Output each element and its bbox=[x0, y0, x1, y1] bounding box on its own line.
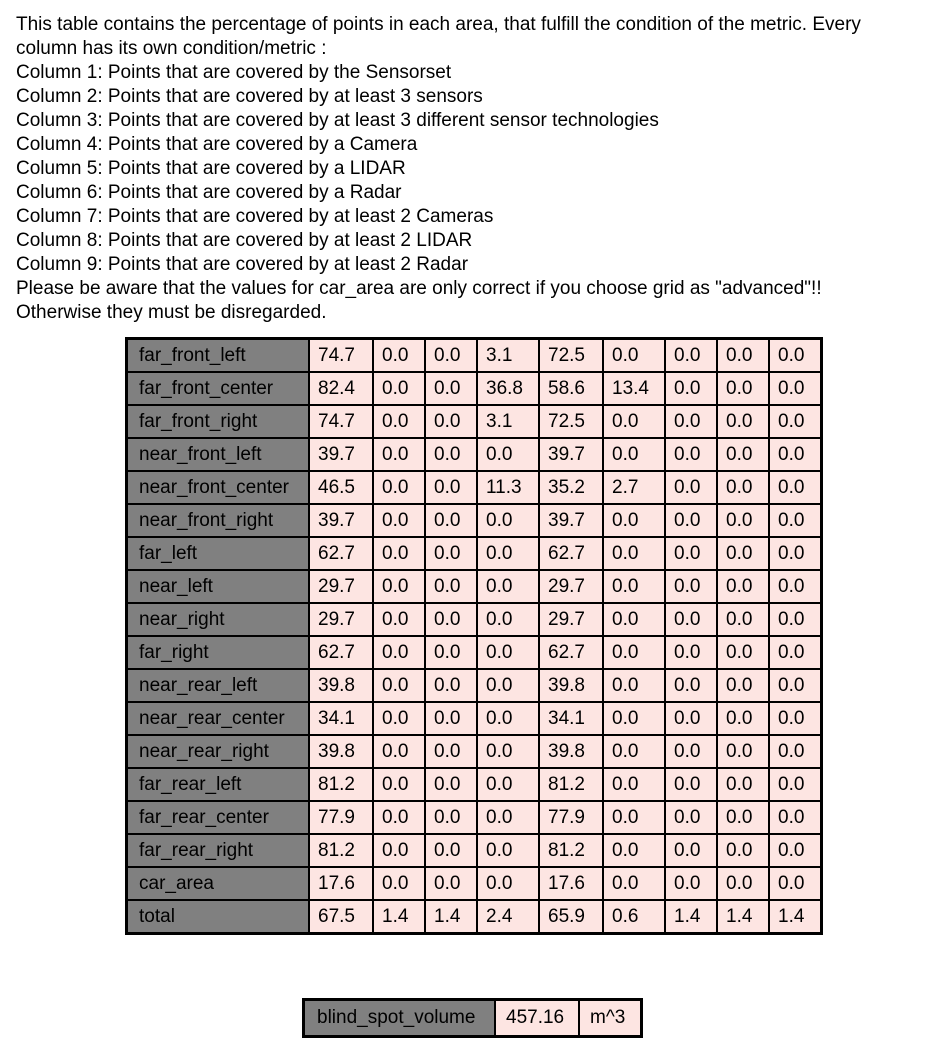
table-cell: 0.0 bbox=[425, 735, 477, 768]
table-cell: 11.3 bbox=[477, 471, 539, 504]
table-cell: 0.0 bbox=[373, 801, 425, 834]
table-cell: 0.0 bbox=[425, 867, 477, 900]
table-row bbox=[127, 834, 821, 867]
table-cell: 0.0 bbox=[665, 702, 717, 735]
row-label: near_front_center bbox=[127, 471, 309, 504]
table-cell: 0.0 bbox=[373, 636, 425, 669]
table-cell: 0.0 bbox=[477, 735, 539, 768]
table-cell: 0.0 bbox=[373, 735, 425, 768]
table-cell: 39.8 bbox=[309, 669, 373, 702]
intro-line: This table contains the percentage of points in each area, that fulfill the condition of the metric. Every column has its own condition/metric : bbox=[16, 14, 861, 59]
table-row bbox=[127, 537, 821, 570]
table-cell: 0.0 bbox=[665, 669, 717, 702]
table-cell: 0.0 bbox=[603, 867, 665, 900]
table-cell: 0.6 bbox=[603, 900, 665, 933]
table-cell: 29.7 bbox=[539, 570, 603, 603]
table-cell: 39.7 bbox=[309, 504, 373, 537]
intro-line: Column 6: Points that are covered by a Radar bbox=[16, 182, 402, 203]
row-label: near_front_left bbox=[127, 438, 309, 471]
table-cell: 0.0 bbox=[769, 669, 821, 702]
table-row bbox=[127, 372, 821, 405]
table-row bbox=[127, 471, 821, 504]
intro-text bbox=[16, 13, 926, 325]
table-cell: 0.0 bbox=[665, 768, 717, 801]
table-cell: 65.9 bbox=[539, 900, 603, 933]
table-cell: 0.0 bbox=[717, 405, 769, 438]
table-cell: 0.0 bbox=[477, 834, 539, 867]
table-cell: 74.7 bbox=[309, 339, 373, 372]
volume-label: blind_spot_volume bbox=[304, 1000, 495, 1036]
table-cell: 81.2 bbox=[309, 834, 373, 867]
table-cell: 81.2 bbox=[539, 768, 603, 801]
table-cell: 46.5 bbox=[309, 471, 373, 504]
table-cell: 0.0 bbox=[477, 537, 539, 570]
table-cell: 1.4 bbox=[717, 900, 769, 933]
table-cell: 0.0 bbox=[769, 801, 821, 834]
intro-line: Column 9: Points that are covered by at least 2 Radar bbox=[16, 254, 469, 275]
table-cell: 0.0 bbox=[425, 504, 477, 537]
table-cell: 0.0 bbox=[603, 669, 665, 702]
table-cell: 0.0 bbox=[477, 801, 539, 834]
table-cell: 0.0 bbox=[373, 702, 425, 735]
intro-line: Column 3: Points that are covered by at least 3 different sensor technologies bbox=[16, 110, 659, 131]
table-cell: 0.0 bbox=[425, 603, 477, 636]
row-label: far_left bbox=[127, 537, 309, 570]
table-cell: 0.0 bbox=[477, 702, 539, 735]
table-cell: 0.0 bbox=[425, 702, 477, 735]
table-cell: 0.0 bbox=[603, 801, 665, 834]
table-cell: 0.0 bbox=[425, 471, 477, 504]
table-cell: 3.1 bbox=[477, 339, 539, 372]
table-cell: 0.0 bbox=[769, 570, 821, 603]
intro-line: Column 4: Points that are covered by a Camera bbox=[16, 134, 418, 155]
table-cell: 0.0 bbox=[717, 636, 769, 669]
table-cell: 0.0 bbox=[603, 405, 665, 438]
table-cell: 0.0 bbox=[603, 537, 665, 570]
table-cell: 0.0 bbox=[477, 504, 539, 537]
table-cell: 0.0 bbox=[603, 768, 665, 801]
table-cell: 77.9 bbox=[309, 801, 373, 834]
blind-spot-volume-table bbox=[302, 998, 643, 1038]
row-label: near_rear_right bbox=[127, 735, 309, 768]
table-cell: 13.4 bbox=[603, 372, 665, 405]
coverage-table-body bbox=[127, 339, 821, 933]
table-cell: 0.0 bbox=[665, 867, 717, 900]
row-label: far_rear_right bbox=[127, 834, 309, 867]
table-cell: 2.7 bbox=[603, 471, 665, 504]
table-cell: 0.0 bbox=[717, 570, 769, 603]
table-cell: 72.5 bbox=[539, 339, 603, 372]
table-cell: 0.0 bbox=[603, 603, 665, 636]
table-cell: 0.0 bbox=[665, 339, 717, 372]
table-cell: 0.0 bbox=[717, 801, 769, 834]
table-cell: 0.0 bbox=[717, 834, 769, 867]
table-cell: 0.0 bbox=[769, 537, 821, 570]
table-row bbox=[127, 570, 821, 603]
table-cell: 0.0 bbox=[373, 768, 425, 801]
table-cell: 0.0 bbox=[425, 801, 477, 834]
row-label: near_right bbox=[127, 603, 309, 636]
table-cell: 0.0 bbox=[425, 768, 477, 801]
table-cell: 72.5 bbox=[539, 405, 603, 438]
table-cell: 39.8 bbox=[539, 735, 603, 768]
table-row bbox=[127, 702, 821, 735]
table-cell: 0.0 bbox=[603, 702, 665, 735]
table-cell: 0.0 bbox=[603, 636, 665, 669]
table-cell: 1.4 bbox=[373, 900, 425, 933]
table-cell: 0.0 bbox=[717, 471, 769, 504]
row-label: far_front_center bbox=[127, 372, 309, 405]
table-cell: 0.0 bbox=[769, 438, 821, 471]
table-row bbox=[127, 603, 821, 636]
table-cell: 0.0 bbox=[603, 735, 665, 768]
table-cell: 0.0 bbox=[477, 570, 539, 603]
intro-line: Column 1: Points that are covered by the Sensorset bbox=[16, 62, 452, 83]
table-cell: 0.0 bbox=[717, 669, 769, 702]
table-cell: 0.0 bbox=[477, 669, 539, 702]
table-cell: 0.0 bbox=[665, 471, 717, 504]
table-cell: 35.2 bbox=[539, 471, 603, 504]
table-cell: 0.0 bbox=[425, 636, 477, 669]
table-row bbox=[127, 438, 821, 471]
table-cell: 0.0 bbox=[665, 504, 717, 537]
row-label: near_rear_left bbox=[127, 669, 309, 702]
table-cell: 0.0 bbox=[373, 669, 425, 702]
intro-line: Column 5: Points that are covered by a LIDAR bbox=[16, 158, 406, 179]
table-cell: 0.0 bbox=[425, 339, 477, 372]
row-label: near_left bbox=[127, 570, 309, 603]
table-cell: 0.0 bbox=[717, 702, 769, 735]
table-cell: 0.0 bbox=[769, 702, 821, 735]
table-cell: 82.4 bbox=[309, 372, 373, 405]
table-cell: 0.0 bbox=[425, 405, 477, 438]
table-cell: 0.0 bbox=[769, 768, 821, 801]
table-cell: 0.0 bbox=[769, 636, 821, 669]
table-cell: 29.7 bbox=[309, 570, 373, 603]
row-label: far_rear_left bbox=[127, 768, 309, 801]
table-cell: 0.0 bbox=[717, 735, 769, 768]
table-cell: 0.0 bbox=[717, 537, 769, 570]
table-cell: 0.0 bbox=[373, 471, 425, 504]
table-cell: 0.0 bbox=[603, 438, 665, 471]
table-cell: 39.8 bbox=[309, 735, 373, 768]
table-cell: 0.0 bbox=[769, 405, 821, 438]
table-cell: 0.0 bbox=[717, 867, 769, 900]
row-label: total bbox=[127, 900, 309, 933]
table-cell: 39.7 bbox=[539, 438, 603, 471]
table-cell: 0.0 bbox=[665, 537, 717, 570]
table-cell: 0.0 bbox=[665, 636, 717, 669]
intro-line: Column 8: Points that are covered by at least 2 LIDAR bbox=[16, 230, 473, 251]
table-cell: 0.0 bbox=[425, 570, 477, 603]
row-label: car_area bbox=[127, 867, 309, 900]
table-cell: 0.0 bbox=[373, 867, 425, 900]
table-cell: 0.0 bbox=[769, 504, 821, 537]
intro-line: Otherwise they must be disregarded. bbox=[16, 302, 327, 323]
table-cell: 3.1 bbox=[477, 405, 539, 438]
table-cell: 0.0 bbox=[769, 867, 821, 900]
table-cell: 62.7 bbox=[309, 537, 373, 570]
table-cell: 0.0 bbox=[769, 735, 821, 768]
table-cell: 0.0 bbox=[373, 405, 425, 438]
table-cell: 2.4 bbox=[477, 900, 539, 933]
table-cell: 29.7 bbox=[309, 603, 373, 636]
table-cell: 1.4 bbox=[665, 900, 717, 933]
table-cell: 17.6 bbox=[309, 867, 373, 900]
table-cell: 0.0 bbox=[373, 372, 425, 405]
row-label: far_front_left bbox=[127, 339, 309, 372]
table-cell: 0.0 bbox=[769, 339, 821, 372]
table-cell: 0.0 bbox=[665, 834, 717, 867]
table-cell: 0.0 bbox=[373, 570, 425, 603]
table-cell: 0.0 bbox=[665, 801, 717, 834]
table-cell: 0.0 bbox=[665, 372, 717, 405]
table-cell: 0.0 bbox=[477, 768, 539, 801]
row-label: near_rear_center bbox=[127, 702, 309, 735]
table-cell: 0.0 bbox=[477, 438, 539, 471]
table-cell: 0.0 bbox=[665, 735, 717, 768]
table-cell: 0.0 bbox=[717, 603, 769, 636]
table-cell: 58.6 bbox=[539, 372, 603, 405]
table-cell: 0.0 bbox=[373, 537, 425, 570]
table-cell: 0.0 bbox=[769, 471, 821, 504]
table-cell: 0.0 bbox=[603, 570, 665, 603]
table-row bbox=[127, 339, 821, 372]
table-cell: 0.0 bbox=[603, 339, 665, 372]
table-cell: 81.2 bbox=[309, 768, 373, 801]
table-cell: 29.7 bbox=[539, 603, 603, 636]
table-cell: 62.7 bbox=[539, 537, 603, 570]
table-cell: 74.7 bbox=[309, 405, 373, 438]
table-row bbox=[127, 900, 821, 933]
row-label: far_right bbox=[127, 636, 309, 669]
table-cell: 0.0 bbox=[603, 504, 665, 537]
table-cell: 0.0 bbox=[665, 405, 717, 438]
table-cell: 17.6 bbox=[539, 867, 603, 900]
table-row bbox=[127, 768, 821, 801]
table-row bbox=[127, 735, 821, 768]
table-cell: 62.7 bbox=[309, 636, 373, 669]
coverage-table bbox=[125, 337, 823, 935]
table-cell: 0.0 bbox=[477, 867, 539, 900]
table-cell: 0.0 bbox=[665, 603, 717, 636]
table-row bbox=[127, 669, 821, 702]
table-row bbox=[127, 504, 821, 537]
table-cell: 0.0 bbox=[425, 834, 477, 867]
table-cell: 67.5 bbox=[309, 900, 373, 933]
row-label: near_front_right bbox=[127, 504, 309, 537]
table-row bbox=[127, 636, 821, 669]
table-cell: 0.0 bbox=[373, 339, 425, 372]
table-cell: 0.0 bbox=[717, 438, 769, 471]
table-cell: 39.7 bbox=[539, 504, 603, 537]
intro-line: Column 2: Points that are covered by at least 3 sensors bbox=[16, 86, 483, 107]
table-cell: 0.0 bbox=[717, 372, 769, 405]
table-row bbox=[127, 801, 821, 834]
table-cell: 0.0 bbox=[373, 834, 425, 867]
row-label: far_front_right bbox=[127, 405, 309, 438]
table-cell: 0.0 bbox=[373, 438, 425, 471]
table-cell: 0.0 bbox=[477, 603, 539, 636]
table-cell: 0.0 bbox=[665, 570, 717, 603]
table-cell: 0.0 bbox=[425, 669, 477, 702]
table-cell: 39.8 bbox=[539, 669, 603, 702]
table-cell: 34.1 bbox=[539, 702, 603, 735]
table-cell: 36.8 bbox=[477, 372, 539, 405]
table-cell: 0.0 bbox=[425, 537, 477, 570]
table-cell: 39.7 bbox=[309, 438, 373, 471]
table-cell: 0.0 bbox=[665, 438, 717, 471]
table-row bbox=[127, 405, 821, 438]
table-cell: 0.0 bbox=[425, 372, 477, 405]
table-cell: 34.1 bbox=[309, 702, 373, 735]
table-cell: 0.0 bbox=[373, 603, 425, 636]
table-cell: 77.9 bbox=[539, 801, 603, 834]
table-cell: 0.0 bbox=[477, 636, 539, 669]
table-cell: 0.0 bbox=[769, 603, 821, 636]
table-cell: 0.0 bbox=[769, 372, 821, 405]
table-cell: 0.0 bbox=[373, 504, 425, 537]
volume-row bbox=[304, 1000, 641, 1036]
intro-line: Column 7: Points that are covered by at least 2 Cameras bbox=[16, 206, 494, 227]
table-row bbox=[127, 867, 821, 900]
table-cell: 0.0 bbox=[425, 438, 477, 471]
table-cell: 0.0 bbox=[717, 768, 769, 801]
table-cell: 0.0 bbox=[769, 834, 821, 867]
volume-unit: m^3 bbox=[579, 1000, 641, 1036]
table-cell: 0.0 bbox=[717, 339, 769, 372]
table-cell: 0.0 bbox=[717, 504, 769, 537]
volume-value: 457.16 bbox=[495, 1000, 579, 1036]
row-label: far_rear_center bbox=[127, 801, 309, 834]
intro-line: Please be aware that the values for car_area are only correct if you choose grid as "advanced"!! bbox=[16, 278, 822, 299]
table-cell: 1.4 bbox=[425, 900, 477, 933]
table-cell: 62.7 bbox=[539, 636, 603, 669]
table-cell: 1.4 bbox=[769, 900, 821, 933]
table-cell: 0.0 bbox=[603, 834, 665, 867]
table-cell: 81.2 bbox=[539, 834, 603, 867]
